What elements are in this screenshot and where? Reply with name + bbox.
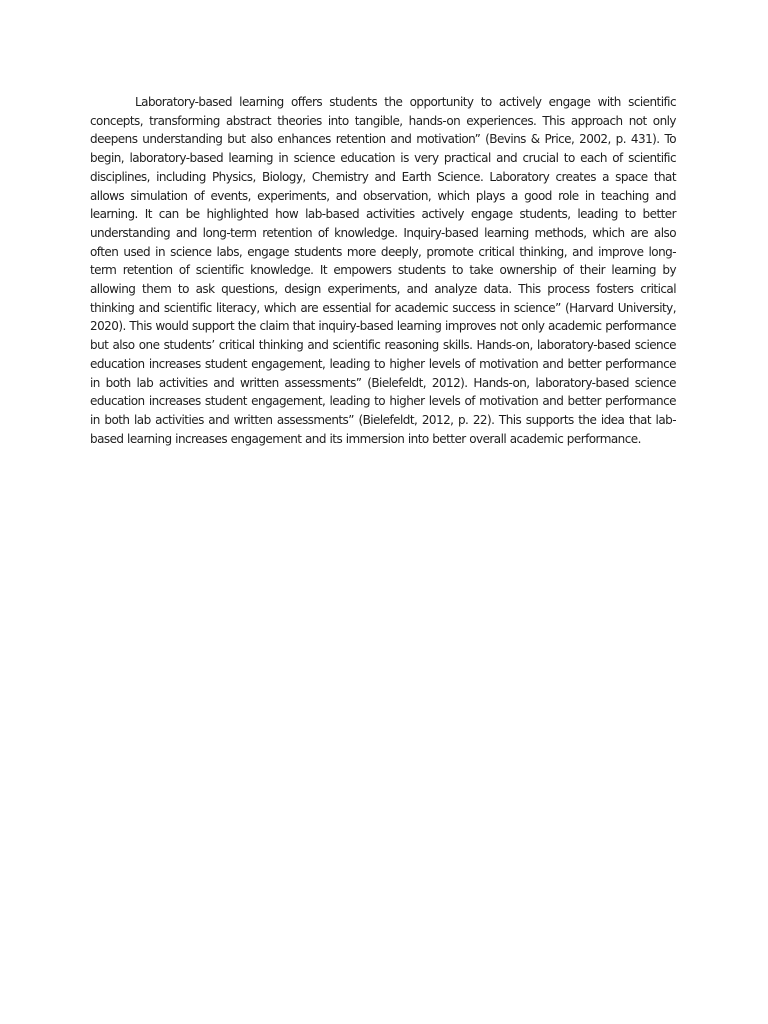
body-paragraph: Laboratory-based learning offers students the opportunity to actively engage with scientific concepts, transforming abstract theories into tangible, hands-on experiences. This approach not only deepens understanding but also enhances retention and motivation” (Bevins & Price, 2002, p. 431). To begin, laboratory-based learning in science education is very practical and crucial to each of scientific disciplines, including Physics, Biology, Chemistry and Earth Science. Laboratory creates a space that allows simulation of events, experiments, and observation, which plays a good role in teaching and learning. It can be highlighted how lab-based activities actively engage students, leading to better understanding and long-term retention of knowledge. Inquiry-based learning methods, which are also often used in science labs, engage students more deeply, promote critical thinking, and improve long-term retention of scientific knowledge. It empowers students to take ownership of their learning by allowing them to ask questions, design experiments, and analyze data. This process fosters critical thinking and scientific literacy, which are essential for academic success in science” (Harvard University, 2020). This would support the claim that inquiry-based learning improves not only academic performance but also one students’ critical thinking and scientific reasoning skills. Hands-on, laboratory-based science education increases student engagement, leading to higher levels of motivation and better performance in both lab activities and written assessments” (Bielefeldt, 2012). Hands-on, laboratory-based science education increases student engagement, leading to higher levels of motivation and better performance in both lab activities and written assessments” (Bielefeldt, 2012, p. 22). This supports the idea that lab-based learning increases engagement and its immersion into better overall academic performance. <box>90 95 676 446</box>
